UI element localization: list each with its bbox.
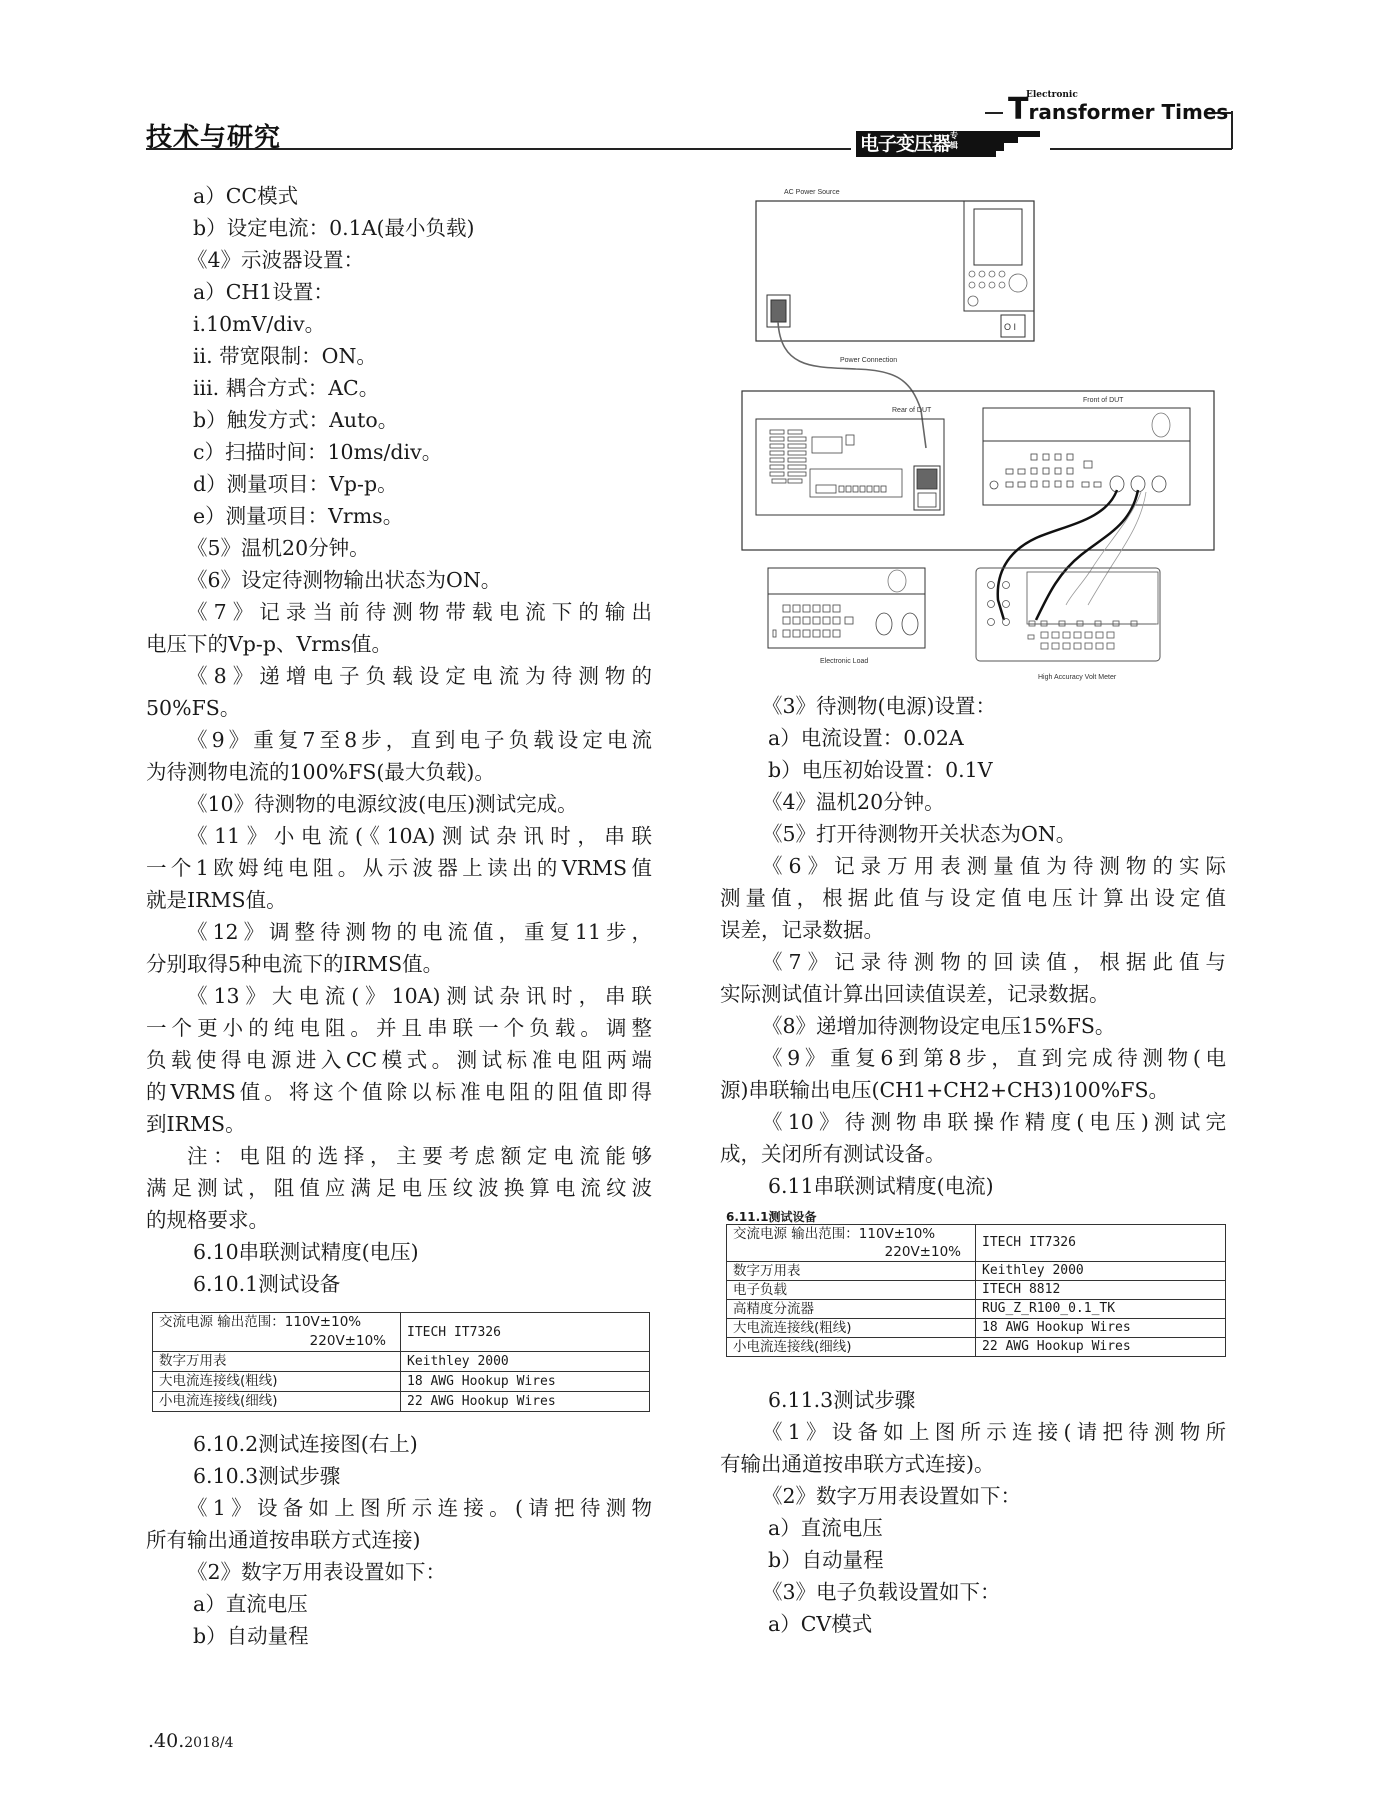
table-cell: ITECH IT7326 [976,1225,1226,1262]
text-line: c）扫描时间：10ms/div。 [193,440,443,464]
text-line: 《8》递增加待测物设定电压15%FS。 [762,1014,1116,1038]
text-line: 《3》电子负载设置如下： [762,1580,1001,1604]
table-cell: 数字万用表 [153,1352,401,1372]
text-line: b）自动量程 [768,1548,884,1572]
journal-logo-en [1008,92,1228,127]
dut-enclosure [742,391,1214,550]
equipment-table-6-11-1 [726,1224,1226,1357]
header-rule [146,148,851,150]
text-line: 《9》重复7至8步，直到电子负载设定电流 [187,728,652,752]
table-cell: 22 AWG Hookup Wires [976,1338,1226,1357]
table-row [727,1319,1226,1338]
diagram-label-ac-power-source: AC Power Source [784,189,840,196]
text-line: 为待测物电流的100%FS(最大负载)。 [146,760,495,784]
text-line: i.10mV/div。 [193,312,326,336]
subsection-heading: 6.10.1测试设备 [193,1272,341,1296]
text-line: 《8》递增电子负载设定电流为待测物的 [187,664,652,688]
ac-power-source-device [756,189,1034,341]
logo-small-text: Electronic [1026,90,1078,100]
text-line: 《4》温机20分钟。 [762,790,945,814]
text-line: 到IRMS。 [146,1112,246,1136]
table-cell: Keithley 2000 [976,1262,1226,1281]
table-row [727,1225,1226,1262]
table-cell: 电子负载 [727,1281,976,1300]
cell-text: 交流电源 输出范围：110V±10% [159,1314,362,1330]
logo-initial: T [1008,92,1029,127]
text-line: 分别取得5种电流下的IRMS值。 [146,952,444,976]
table-cell: 高精度分流器 [727,1300,976,1319]
table-cell: 小电流连接线(细线) [153,1392,401,1412]
text-line: b）设定电流：0.1A(最小负载) [193,216,475,240]
text-line: 《1》设备如上图所示连接(请把待测物所 [762,1420,1226,1444]
text-line: 《3》待测物(电源)设置： [762,694,997,718]
electronic-load-device [768,568,925,665]
cell-text: 220V±10% [884,1244,961,1260]
table-row [727,1338,1226,1357]
text-line: 《5》温机20分钟。 [187,536,370,560]
text-line: e）测量项目：Vrms。 [193,504,404,528]
text-line: a）电流设置：0.02A [768,726,964,750]
table-row [153,1392,650,1412]
subsection-heading: 6.10.3测试步骤 [193,1464,341,1488]
text-line: b）自动量程 [193,1624,309,1648]
output-lead-negative [1036,490,1138,620]
text-line: 一个更小的纯电阻。并且串联一个负载。调整 [146,1016,652,1040]
text-line: 成，关闭所有测试设备。 [720,1142,946,1166]
header-rule-bracket [1231,111,1233,149]
text-line: 《6》记录万用表测量值为待测物的实际 [762,854,1226,878]
table-row [153,1352,650,1372]
table-cell: 22 AWG Hookup Wires [401,1392,650,1412]
svg-text:O I: O I [1004,322,1017,332]
text-line: 源)串联输出电压(CH1+CH2+CH3)100%FS。 [720,1078,1170,1102]
table-row [727,1262,1226,1281]
page-footer [148,1730,234,1752]
text-line: 满足测试，阻值应满足电压纹波换算电流纹波 [146,1176,652,1200]
diagram-label-volt-meter: High Accuracy Volt Meter [1038,674,1117,681]
text-line: 一个1欧姆纯电阻。从示波器上读出的VRMS值 [146,856,652,880]
table-cell: Keithley 2000 [401,1352,650,1372]
table-cell: 18 AWG Hookup Wires [401,1372,650,1392]
text-line: a）CV模式 [768,1612,873,1636]
text-line: a）直流电压 [768,1516,883,1540]
text-line: 《12》调整待测物的电流值，重复11步， [187,920,652,944]
page-number: .40. [148,1730,185,1752]
text-line: 有输出通道按串联方式连接)。 [720,1452,995,1476]
text-line: 《2》数字万用表设置如下： [187,1560,447,1584]
text-line: 电压下的Vp-p、Vrms值。 [146,632,393,656]
text-line: a）CC模式 [193,184,299,208]
text-line: 《5》打开待测物开关状态为ON。 [762,822,1077,846]
table-cell: 18 AWG Hookup Wires [976,1319,1226,1338]
table-row [727,1300,1226,1319]
text-line: 的规格要求。 [146,1208,269,1232]
journal-logo-cn [856,131,988,157]
table-caption: 6.11.1测试设备 [726,1210,817,1224]
text-line: b）触发方式：Auto。 [193,408,399,432]
text-line: 《1》设备如上图所示连接。(请把待测物 [187,1496,652,1520]
issue-date: 2018/4 [184,1735,234,1751]
text-line: b）电压初始设置：0.1V [768,758,993,782]
text-line: 《13》大电流(》10A)测试杂讯时，串联 [187,984,652,1008]
header-dash-left [985,112,1003,114]
text-line: 《7》记录待测物的回读值，根据此值与 [762,950,1226,974]
subsection-heading: 6.11.3测试步骤 [768,1388,916,1412]
text-line: 《4》示波器设置： [187,248,365,272]
table-cell: 小电流连接线(细线) [727,1338,976,1357]
sense-lead [1088,492,1146,605]
table-row [153,1372,650,1392]
text-line: 《6》设定待测物输出状态为ON。 [187,568,502,592]
table-cell [153,1313,401,1352]
diagram-label-electronic-load: Electronic Load [820,658,869,665]
table-row [727,1281,1226,1300]
text-line: ii. 带宽限制：ON。 [193,344,377,368]
table-cell: 数字万用表 [727,1262,976,1281]
text-line: 《10》待测物串联操作精度(电压)测试完 [762,1110,1226,1134]
text-line: 负载使得电源进入CC模式。测试标准电阻两端 [146,1048,652,1072]
cell-text: 220V±10% [309,1333,386,1349]
diagram-label-front-of-dut: Front of DUT [1083,397,1124,404]
connection-diagram [736,180,1236,690]
logo-steps-graphic [988,131,1040,157]
logo-cn-text: 电子变压器 [860,133,951,155]
diagram-label-power-connection: Power Connection [840,357,898,364]
text-line: 所有输出通道按串联方式连接) [146,1528,421,1552]
text-line: iii. 耦合方式：AC。 [193,376,380,400]
header-rule-right [1050,148,1232,150]
dut-front-panel [983,397,1190,505]
section-heading: 6.10串联测试精度(电压) [193,1240,419,1264]
text-line: 注：电阻的选择，主要考虑额定电流能够 [187,1144,652,1168]
text-line: 《11》小电流(《10A)测试杂讯时，串联 [187,824,652,848]
equipment-table-6-10-1 [152,1312,650,1412]
table-cell: RUG_Z_R100_0.1_TK [976,1300,1226,1319]
cell-text: 交流电源 输出范围：110V±10% [733,1226,936,1242]
volt-meter-device [976,568,1160,681]
text-line: 实际测试值计算出回读值误差，记录数据。 [720,982,1110,1006]
text-line: 《10》待测物的电源纹波(电压)测试完成。 [187,792,578,816]
table-cell: ITECH IT7326 [401,1313,650,1352]
text-line: 误差，记录数据。 [720,918,884,942]
subsection-heading: 6.10.2测试连接图(右上) [193,1432,418,1456]
text-line: 《2》数字万用表设置如下： [762,1484,1022,1508]
table-cell: 大电流连接线(粗线) [153,1372,401,1392]
output-lead-positive [998,490,1117,620]
text-line: a）CH1设置： [193,280,334,304]
diagram-label-rear-of-dut: Rear of DUT [892,407,932,414]
logo-cn-tag: 专辑 [950,131,959,150]
text-line: a）直流电压 [193,1592,308,1616]
text-line: 《7》记录当前待测物带载电流下的输出 [187,600,652,624]
table-cell [727,1225,976,1262]
text-line: 《9》重复6到第8步，直到完成待测物(电 [762,1046,1226,1070]
logo-text: ransformer Times [1028,100,1229,124]
section-title: 技术与研究 [146,123,282,153]
text-line: 就是IRMS值。 [146,888,287,912]
section-heading: 6.11串联测试精度(电流) [768,1174,994,1198]
text-line: 测量值，根据此值与设定值电压计算出设定值 [720,886,1226,910]
dut-rear-panel [756,407,944,515]
text-line: d）测量项目：Vp-p。 [193,472,398,496]
text-line: 50%FS。 [146,696,241,720]
text-line: 的VRMS值。将这个值除以标准电阻的阻值即得 [146,1080,652,1104]
table-cell: ITECH 8812 [976,1281,1226,1300]
table-cell: 大电流连接线(粗线) [727,1319,976,1338]
table-row [153,1313,650,1352]
